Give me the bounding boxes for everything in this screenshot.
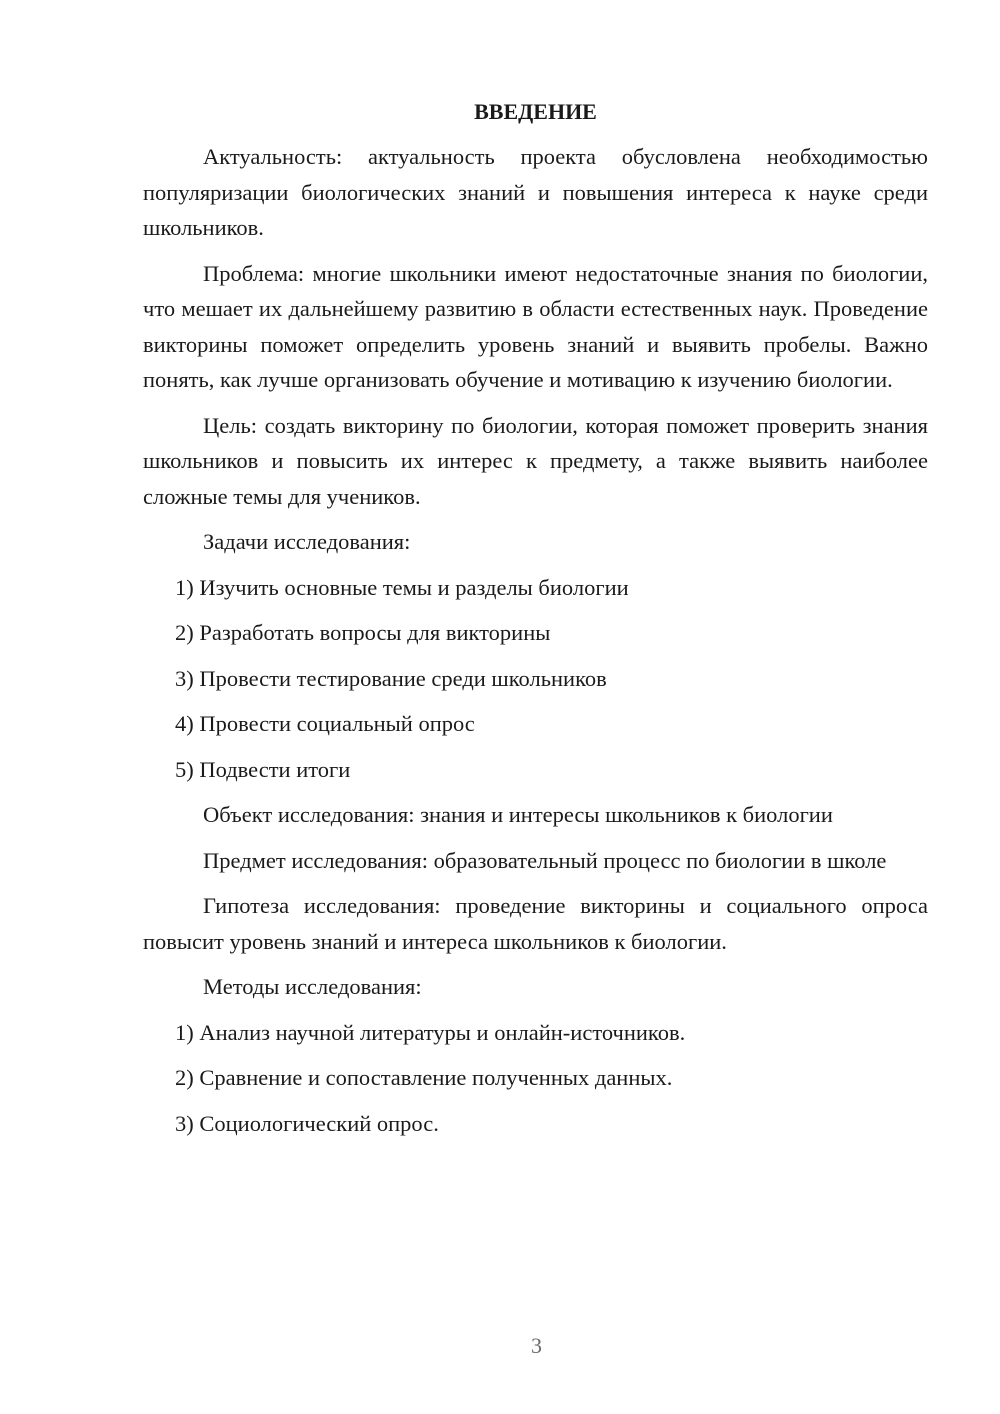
task-item-5: 5) Подвести итоги (175, 756, 351, 782)
document-body (143, 94, 928, 1151)
subject-paragraph: Предмет исследования: образовательный процесс по биологии в школе (203, 847, 887, 873)
task-item-4: 4) Провести социальный опрос (175, 711, 475, 736)
task-item-3: 3) Провести тестирование среди школьников (175, 665, 607, 691)
method-item-3: 3) Социологический опрос. (175, 1110, 439, 1136)
method-item-2: 2) Сравнение и сопоставление полученных данных. (175, 1065, 673, 1090)
tasks-heading: Задачи исследования: (203, 529, 411, 554)
relevance-paragraph: Актуальность: актуальность проекта обусловлена необходимостью популяризации биологических знаний и повышения интереса к науке среди школьников. (143, 144, 928, 240)
method-item-1: 1) Анализ научной литературы и онлайн-источников. (175, 1019, 686, 1045)
object-line: Объект исследования: знания и интересы школьников к биологии (203, 802, 833, 827)
goal-paragraph: Цель: создать викторину по биологии, которая поможет проверить знания школьников и повысить их интерес к предмету, а также выявить наиболее сложные темы для учеников. (143, 412, 928, 509)
page-number: 3 (531, 1333, 542, 1358)
section-title: ВВЕДЕНИЕ (474, 99, 597, 124)
task-item-2: 2) Разработать вопросы для викторины (175, 620, 551, 645)
problem-paragraph: Проблема: многие школьники имеют недостаточные знания по биологии, что мешает их дальнейшему развитию в области естественных наук. Проведение викторины поможет определить уровень знаний и выявить пробелы. Важно понять, как лучше организовать обучение и мотивацию к изучению биологии. (143, 260, 928, 392)
task-item-1: 1) Изучить основные темы и разделы биологии (175, 574, 629, 600)
methods-heading: Методы исследования: (203, 974, 422, 999)
hypothesis-paragraph: Гипотеза исследования: проведение викторины и социального опроса повысит уровень знаний и интереса школьников к биологии. (143, 893, 928, 954)
